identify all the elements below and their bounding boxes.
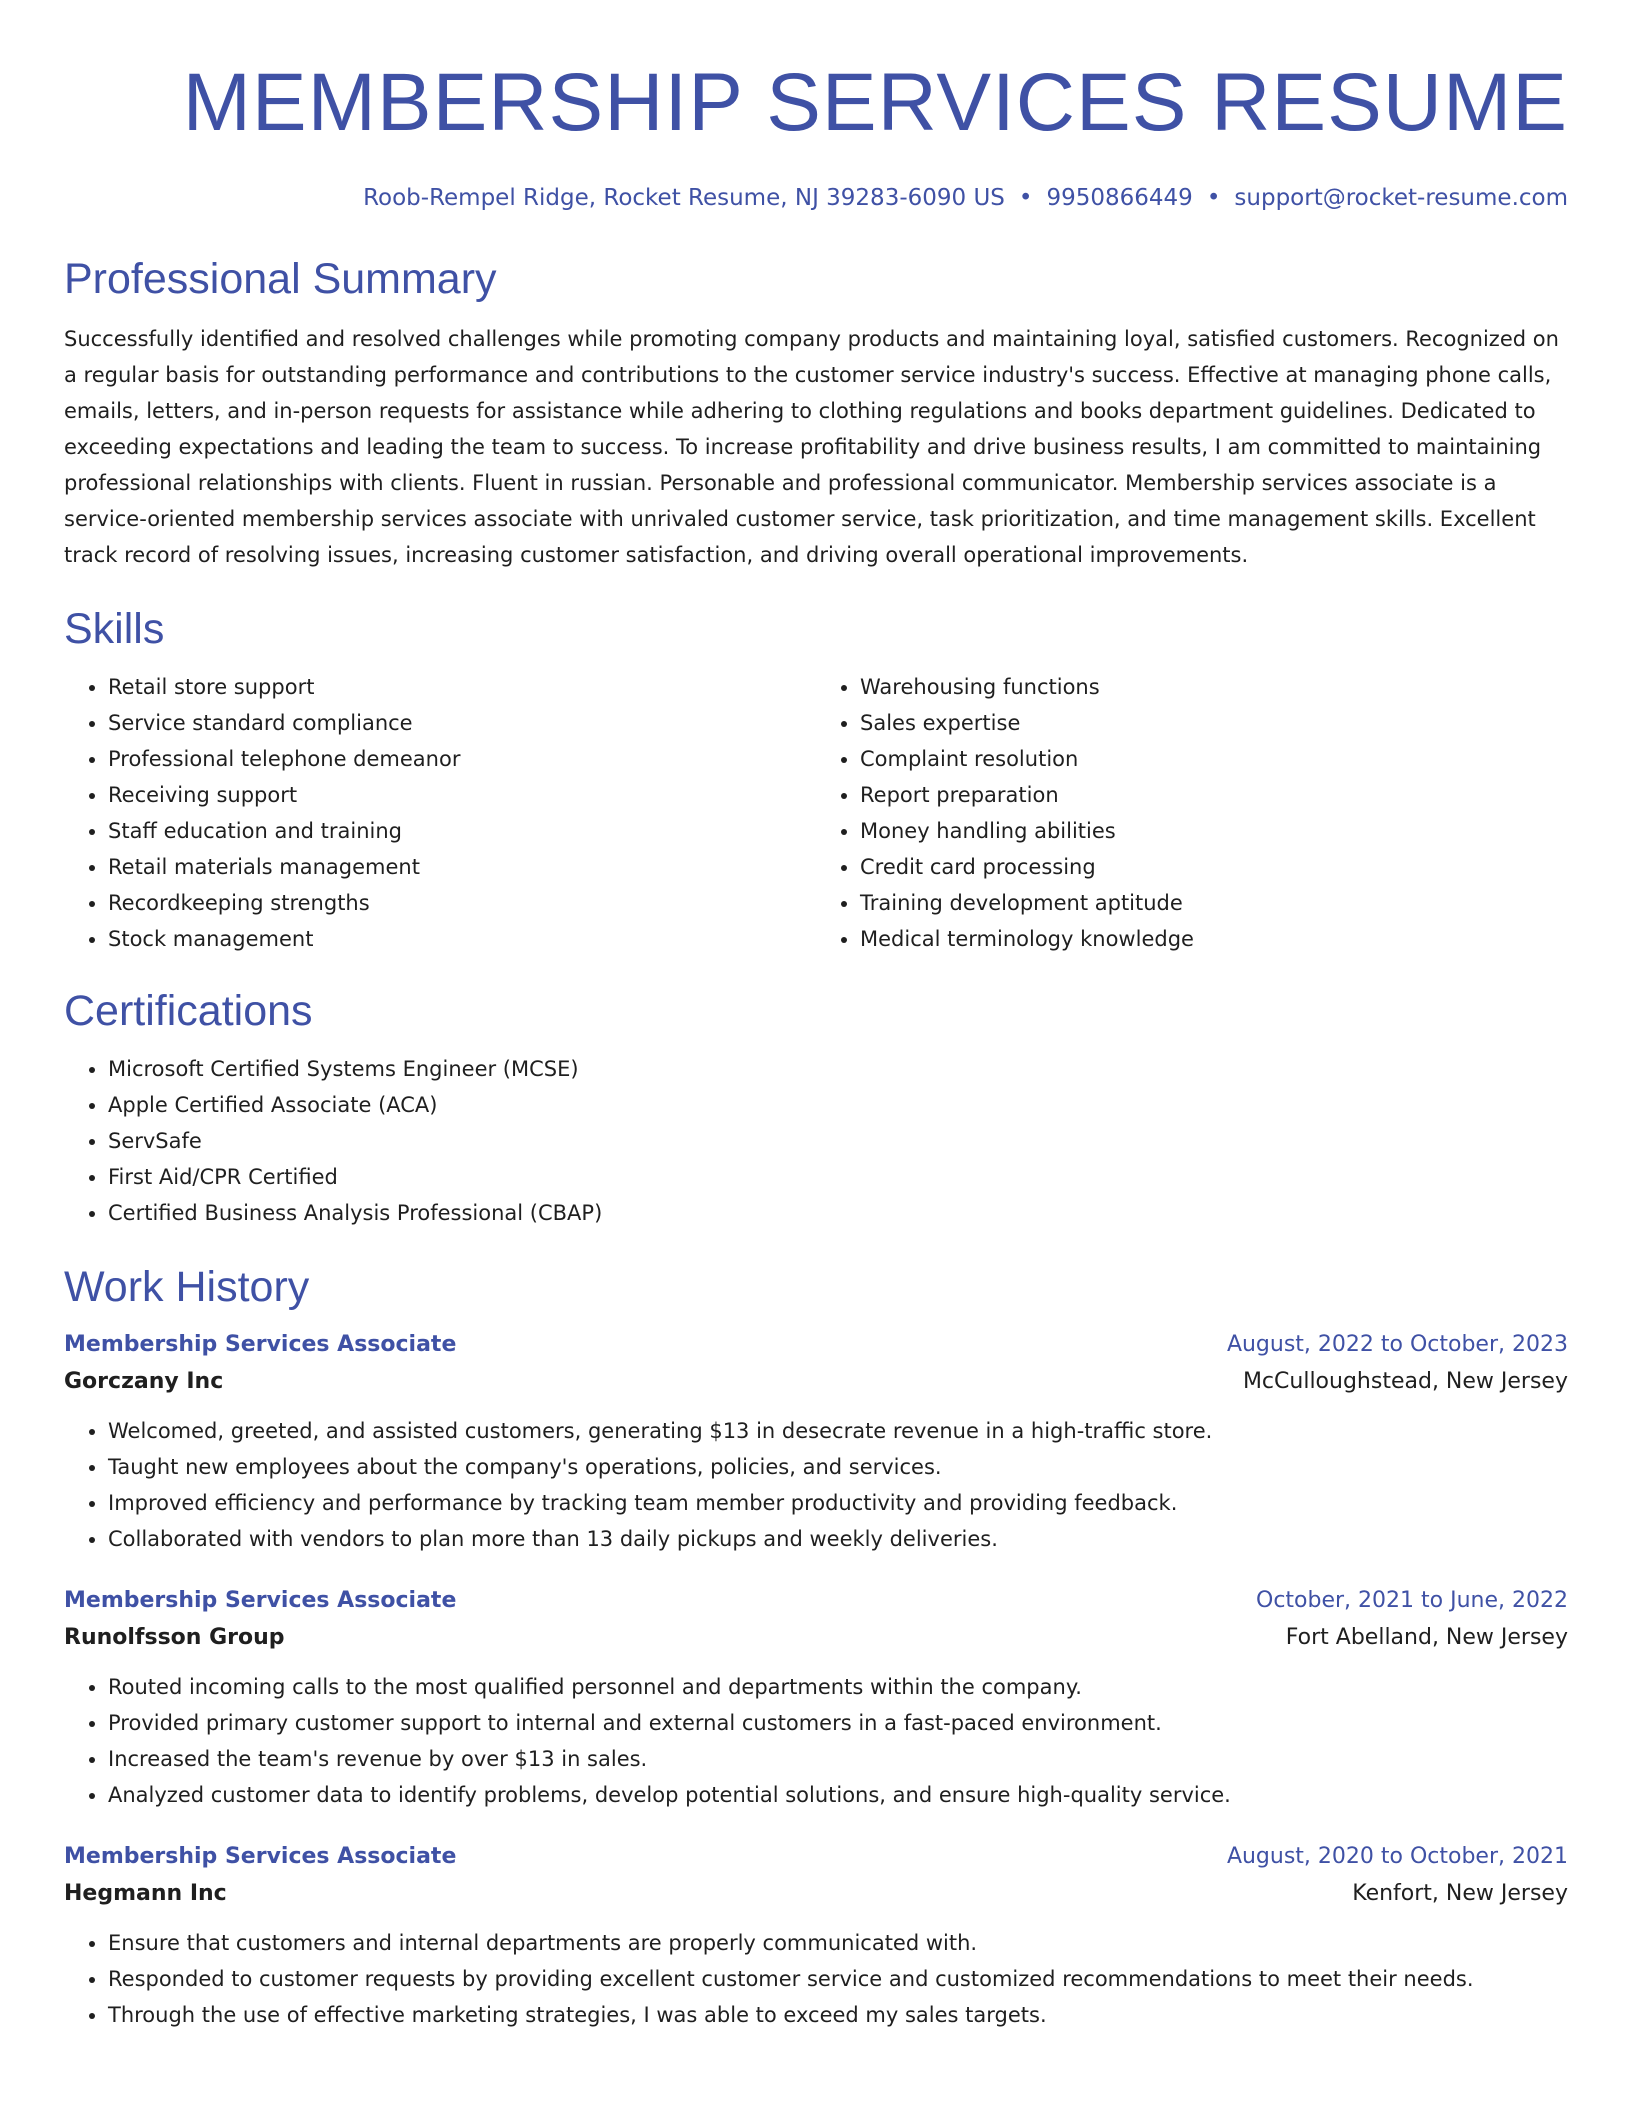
certification-item: • Microsoft Certified Systems Engineer (MCSE) (108, 1051, 1568, 1087)
skill-item: • Staff education and training (108, 813, 816, 849)
job-dates: August, 2020 to October, 2021 (1226, 1844, 1568, 1869)
skill-item: • Retail materials management (108, 849, 816, 885)
skills-list-left (64, 669, 816, 957)
resume-header (64, 55, 1568, 213)
certification-item: • Certified Business Analysis Professional (CBAP) (108, 1195, 1568, 1231)
certification-item: • Apple Certified Associate (ACA) (108, 1087, 1568, 1123)
job-company: Gorczany Inc (64, 1369, 224, 1394)
summary-text: Successfully identified and resolved challenges while promoting company products and maintaining loyal, satisfied customers. Recognized on a regular basis for outstanding performance and contributions to the customer service industry's success. Effective at managing phone calls, emails, letters, and in-person requests for assistance while adhering to clothing regulations and books department guidelines. Dedicated to exceeding expectations and leading the team to success. To increase profitability and drive business results, I am committed to maintaining professional relationships with clients. Fluent in russian. Personable and professional communicator. Membership services associate is a service-oriented membership services associate with unrivaled customer service, task prioritization, and time management skills. Excellent track record of resolving issues, increasing customer satisfaction, and driving overall operational improvements. (64, 327, 1559, 567)
job-bullet: • Improved efficiency and performance by tracking team member productivity and providing feedback. (108, 1485, 1568, 1521)
skill-item: • Report preparation (860, 777, 1568, 813)
skill-item: • Warehousing functions (860, 669, 1568, 705)
job-bullet: • Increased the team's revenue by over $13 in sales. (108, 1741, 1568, 1777)
skills-list-right (816, 669, 1568, 957)
job-bullets (64, 1413, 1568, 1557)
contact-separator: • (1018, 185, 1033, 211)
job-company-row (64, 1619, 1568, 1657)
job-company-row (64, 1875, 1568, 1913)
skill-item: • Recordkeeping strengths (108, 885, 816, 921)
job-company-row (64, 1363, 1568, 1401)
certification-item: • ServSafe (108, 1123, 1568, 1159)
resume-page (64, 0, 1568, 2033)
job-location: Fort Abelland, New Jersey (1285, 1625, 1568, 1650)
job-company: Hegmann Inc (64, 1881, 227, 1906)
job-title: Membership Services Associate (64, 1588, 457, 1613)
certifications-list (64, 1051, 1568, 1231)
job-bullet: • Taught new employees about the company's operations, policies, and services. (108, 1449, 1568, 1485)
job-dates: August, 2022 to October, 2023 (1226, 1332, 1568, 1357)
job-bullet: • Ensure that customers and internal departments are properly communicated with. (108, 1925, 1568, 1961)
skill-item: • Medical terminology knowledge (860, 921, 1568, 957)
job-title: Membership Services Associate (64, 1332, 457, 1357)
contact-line (64, 183, 1568, 213)
job-bullet: • Provided primary customer support to internal and external customers in a fast-paced environment. (108, 1705, 1568, 1741)
contact-separator: • (1206, 185, 1221, 211)
skill-item: • Stock management (108, 921, 816, 957)
section-heading-work-history: Work History (64, 1263, 310, 1311)
job-location: Kenfort, New Jersey (1352, 1881, 1568, 1906)
job-company: Runolfsson Group (64, 1625, 285, 1650)
skill-item: • Money handling abilities (860, 813, 1568, 849)
contact-phone: 9950866449 (1046, 185, 1193, 211)
section-heading-summary: Professional Summary (64, 255, 497, 303)
section-heading-skills: Skills (64, 605, 165, 653)
job-entry (64, 1583, 1568, 1813)
skill-item: • Credit card processing (860, 849, 1568, 885)
job-bullets (64, 1669, 1568, 1813)
section-heading-certifications: Certifications (64, 987, 313, 1035)
job-bullet: • Collaborated with vendors to plan more than 13 daily pickups and weekly deliveries. (108, 1521, 1568, 1557)
job-dates: October, 2021 to June, 2022 (1256, 1588, 1568, 1613)
skills-columns (64, 669, 1568, 957)
job-title-row (64, 1839, 1568, 1875)
job-title-row (64, 1327, 1568, 1363)
job-title: Membership Services Associate (64, 1844, 457, 1869)
job-title-row (64, 1583, 1568, 1619)
skill-item: • Receiving support (108, 777, 816, 813)
resume-title: MEMBERSHIP SERVICES RESUME (182, 57, 1568, 148)
certification-item: • First Aid/CPR Certified (108, 1159, 1568, 1195)
job-bullet: • Responded to customer requests by providing excellent customer service and customized recommendations to meet their needs. (108, 1961, 1568, 1997)
skill-item: • Professional telephone demeanor (108, 741, 816, 777)
contact-email[interactable]: support@rocket-resume.com (1234, 185, 1568, 211)
job-bullet: • Welcomed, greeted, and assisted customers, generating $13 in desecrate revenue in a high-traffic store. (108, 1413, 1568, 1449)
skill-item: • Complaint resolution (860, 741, 1568, 777)
job-entry (64, 1839, 1568, 2033)
skill-item: • Service standard compliance (108, 705, 816, 741)
job-bullets (64, 1925, 1568, 2033)
job-bullet: • Analyzed customer data to identify problems, develop potential solutions, and ensure high-quality service. (108, 1777, 1568, 1813)
job-location: McCulloughstead, New Jersey (1242, 1369, 1568, 1394)
job-entry (64, 1327, 1568, 1557)
skill-item: • Sales expertise (860, 705, 1568, 741)
skill-item: • Training development aptitude (860, 885, 1568, 921)
contact-address: Roob-Rempel Ridge, Rocket Resume, NJ 39283-6090 US (363, 185, 1005, 211)
skill-item: • Retail store support (108, 669, 816, 705)
job-bullet: • Routed incoming calls to the most qualified personnel and departments within the company. (108, 1669, 1568, 1705)
job-bullet: • Through the use of effective marketing strategies, I was able to exceed my sales targets. (108, 1997, 1568, 2033)
